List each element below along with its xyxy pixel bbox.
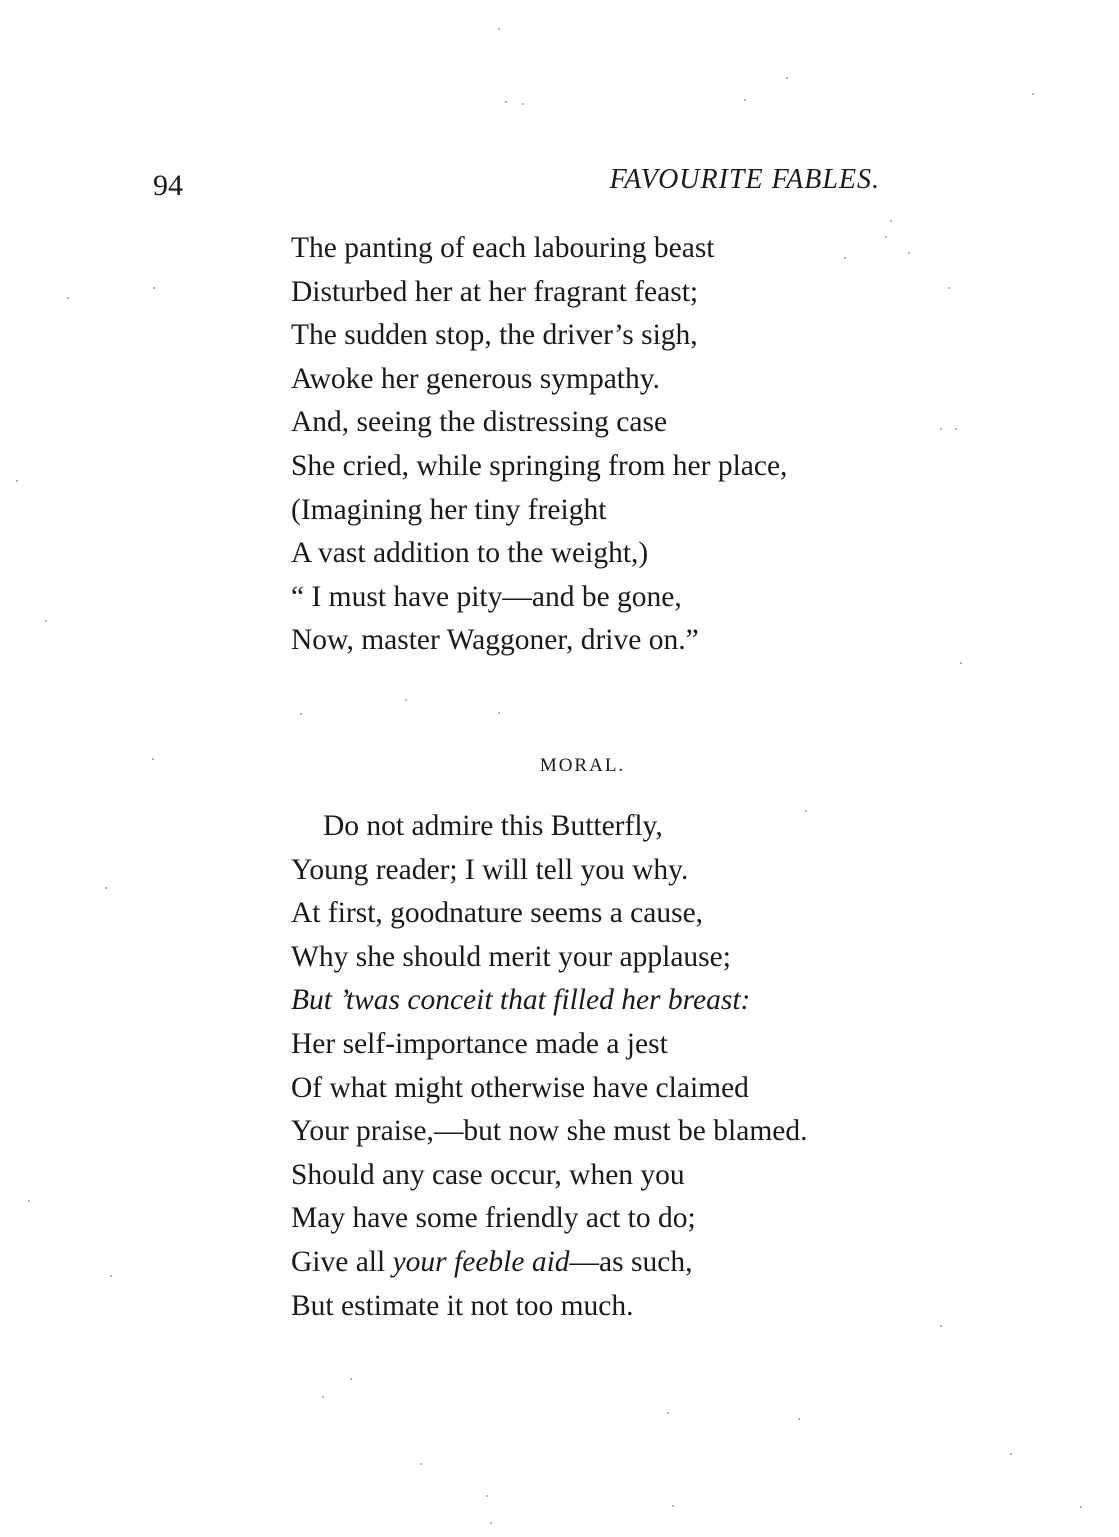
moral-line: May have some friendly act to do; <box>291 1202 696 1235</box>
verse-line: Now, master Waggoner, drive on.” <box>291 624 699 657</box>
moral-line: Of what might otherwise have claimed <box>291 1071 749 1104</box>
verse-line: The sudden stop, the driver’s sigh, <box>291 319 698 352</box>
verse-line: And, seeing the distressing case <box>291 406 668 439</box>
page-number: 94 <box>153 169 183 202</box>
moral-line: Young reader; I will tell you why. <box>291 853 689 886</box>
verse-stanza <box>291 227 787 663</box>
moral-line-text: Give all <box>291 1245 393 1278</box>
moral-line: Her self-importance made a jest <box>291 1027 668 1060</box>
verse-line: Awoke her generous sympathy. <box>291 362 660 395</box>
moral-line-text: —as such, <box>569 1245 693 1278</box>
moral-line: At first, goodnature seems a cause, <box>291 897 704 930</box>
moral-line-italic: But ’twas conceit that filled her breast: <box>291 984 751 1017</box>
verse-line: Disturbed her at her fragrant feast; <box>291 275 699 308</box>
verse-line: (Imagining her tiny freight <box>291 493 607 526</box>
moral-line: Your praise,—but now she must be blamed. <box>291 1115 808 1148</box>
moral-line: Do not admire this Butterfly, <box>323 810 663 842</box>
moral-line: Should any case occur, when you <box>291 1158 685 1191</box>
verse-line: “ I must have pity—and be gone, <box>291 580 682 613</box>
moral-line-mixed <box>291 1241 807 1285</box>
moral-line: Why she should merit your applause; <box>291 940 731 973</box>
emphasis-text: your feeble aid <box>392 1245 570 1278</box>
verse-line: The panting of each labouring beast <box>291 232 715 264</box>
moral-line: But estimate it not too much. <box>291 1289 634 1322</box>
moral-heading: MORAL. <box>539 755 626 776</box>
moral-stanza <box>291 805 807 1328</box>
verse-line: A vast addition to the weight,) <box>291 537 649 570</box>
running-head-text: FAVOURITE FABLES. <box>609 164 880 195</box>
verse-line: She cried, while springing from her place, <box>291 449 788 482</box>
